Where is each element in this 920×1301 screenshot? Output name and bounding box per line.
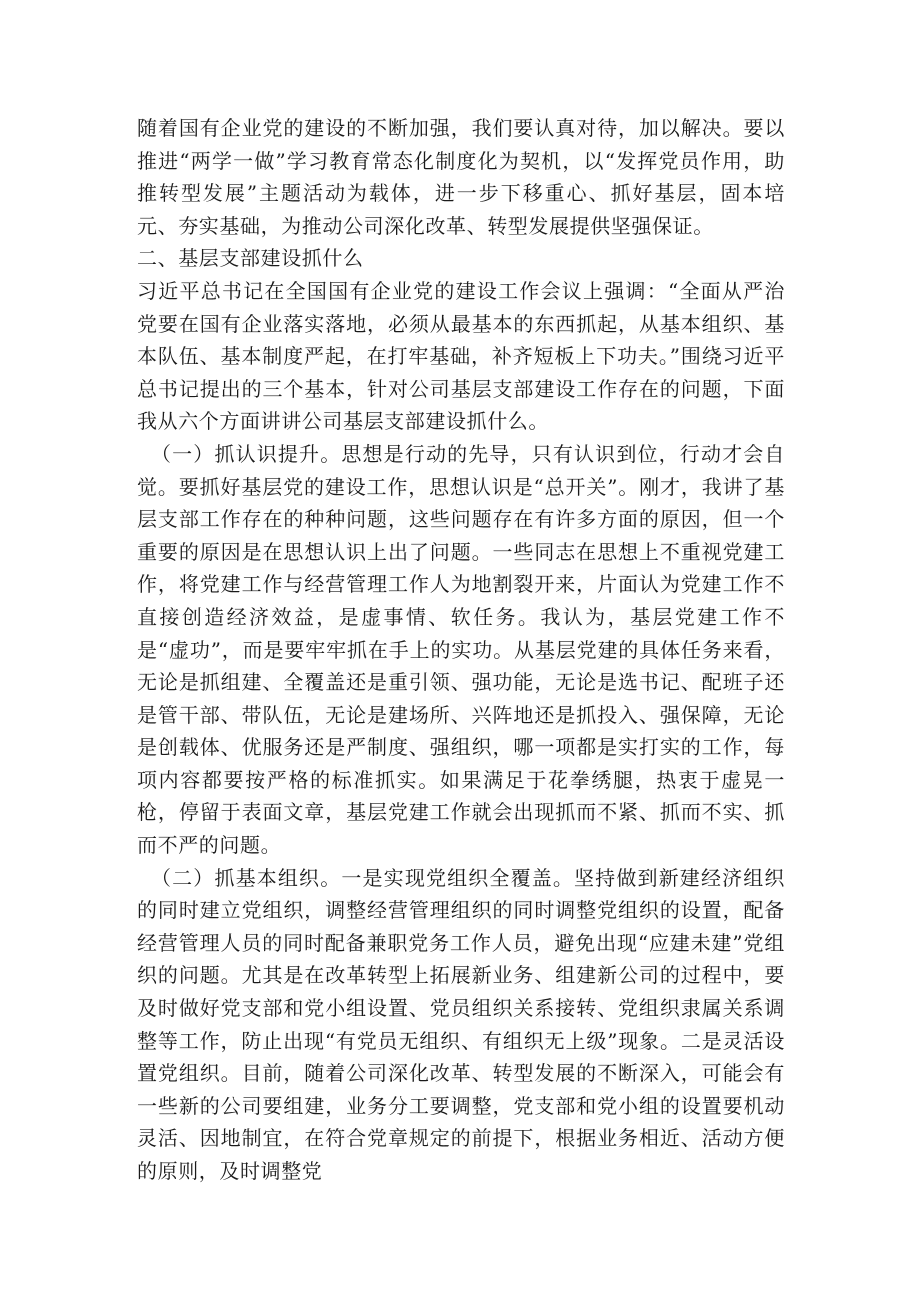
paragraph-intro: 随着国有企业党的建设的不断加强，我们要认真对待，加以解决。要以推进“两学一做”学习教育常态化制度化为契机，以“发挥党员作用，助推转型发展”主题活动为载体，进一步下移重心、抓好基层，固本培元、夯实基础，为推动公司深化改革、转型发展提供坚强保证。	[137, 116, 785, 238]
paragraph-item-1: （一）抓认识提升。思想是行动的先导，只有认识到位，行动才会自觉。要抓好基层党的建设工作，思想认识是“总开关”。刚才，我讲了基层支部工作存在的种种问题，这些问题存在有许多方面的原因，但一个重要的原因是在思想认识上出了问题。一些同志在思想上不重视党建工作，将党建工作与经营管理工作人为地割裂开来，片面认为党建工作不直接创造经济效益，是虚事情、软任务。我认为，基层党建工作不是“虚功”，而是要牢牢抓在手上的实功。从基层党建的具体任务来看，无论是抓组建、全覆盖还是重引领、强功能，无论是选书记、配班子还是管干部、带队伍，无论是建场所、兴阵地还是抓投入、强保障，无论是创载体、优服务还是严制度、强组织，哪一项都是实打实的工作，每项内容都要按严格的标准抓实。如果满足于花拳绣腿，热衷于虚晃一枪，停留于表面文章，基层党建工作就会出现抓而不紧、抓而不实、抓而不严的问题。	[137, 441, 785, 858]
paragraph-item-2: （二）抓基本组织。一是实现党组织全覆盖。坚持做到新建经济组织的同时建立党组织，调整经营管理组织的同时调整党组织的设置，配备经营管理人员的同时配备兼职党务工作人员，避免出现“应建未建”党组织的问题。尤其是在改革转型上拓展新业务、组建新公司的过程中，要及时做好党支部和党小组设置、党员组织关系接转、党组织隶属关系调整等工作，防止出现“有党员无组织、有组织无上级”现象。二是灵活设置党组织。目前，随着公司深化改革、转型发展的不断深入，可能会有一些新的公司要组建，业务分工要调整，党支部和党小组的设置要机动灵活、因地制宜，在符合党章规定的前提下，根据业务相近、活动方便的原则，及时调整党	[137, 865, 785, 1183]
paragraph-quote: 习近平总书记在全国国有企业党的建设工作会议上强调：“全面从严治党要在国有企业落实落地，必须从最基本的东西抓起，从基本组织、基本队伍、基本制度严起，在打牢基础，补齐短板上下功夫。”围绕习近平总书记提出的三个基本，针对公司基层支部建设工作存在的问题，下面我从六个方面讲讲公司基层支部建设抓什么。	[137, 278, 785, 434]
section-heading-2: 二、基层支部建设抓什么	[137, 246, 364, 271]
document-body	[137, 112, 785, 1188]
